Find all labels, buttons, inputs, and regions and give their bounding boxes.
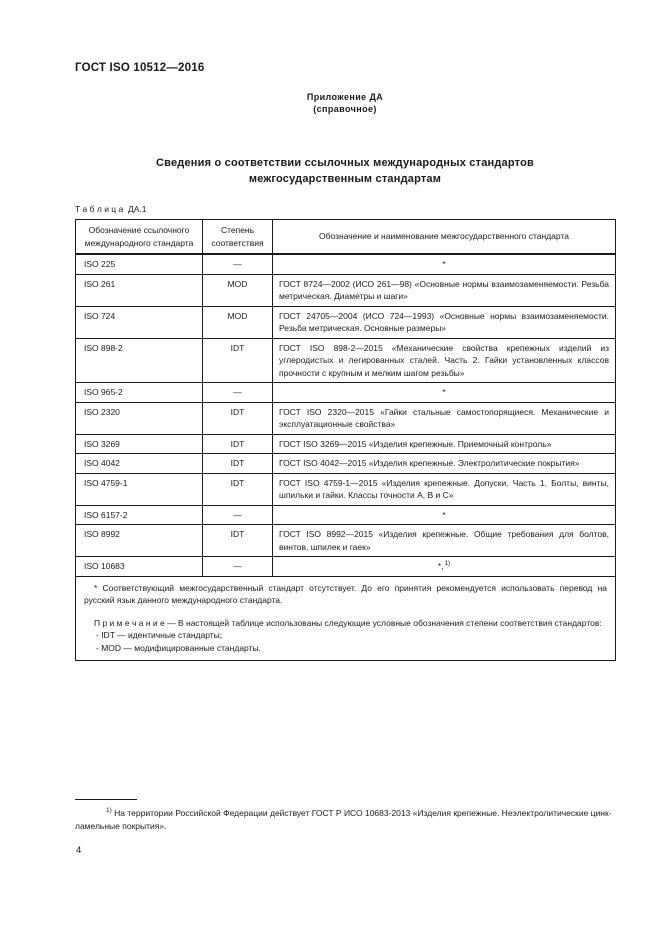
iso-standard-cell: ISO 965-2 bbox=[76, 383, 203, 403]
gost-standard-cell: ГОСТ ISO 2320—2015 «Гайки стальные самостопорящиеся. Механические и эксплуатационные свойства» bbox=[273, 402, 616, 434]
table-row bbox=[76, 557, 616, 577]
column-header-gost: Обозначение и наименование межгосударственного стандарта bbox=[273, 220, 616, 255]
asterisk-footnote: * Соответствующий межгосударственный стандарт отсутствует. До его принятия рекомендуется использовать перевод на русский язык данного международного стандарта. bbox=[84, 582, 607, 605]
footnote-marker: 1) bbox=[444, 560, 451, 568]
note-paragraph bbox=[84, 617, 607, 630]
degree-cell: MOD bbox=[203, 274, 273, 306]
iso-standard-cell: ISO 724 bbox=[76, 306, 203, 338]
table-footnote-row bbox=[76, 576, 616, 661]
iso-standard-cell: ISO 261 bbox=[76, 274, 203, 306]
footnote-reference bbox=[75, 807, 615, 833]
table-row bbox=[76, 274, 616, 306]
gost-standard-cell: ГОСТ ISO 4759-1—2015 «Изделия крепежные. Допуски. Часть 1. Болты, винты, шпильки и гайки. Классы точности А, В и С» bbox=[273, 473, 616, 505]
table-footnote-cell bbox=[76, 576, 616, 661]
degree-cell: IDT bbox=[203, 402, 273, 434]
column-header-degree: Степень соответствия bbox=[203, 220, 273, 255]
iso-standard-cell: ISO 4042 bbox=[76, 454, 203, 474]
gost-standard-cell: ГОСТ ISO 4042—2015 «Изделия крепежные. Электролитические покрытия» bbox=[273, 454, 616, 474]
degree-cell: IDT bbox=[203, 434, 273, 454]
iso-standard-cell: ISO 3269 bbox=[76, 434, 203, 454]
footnote-divider bbox=[75, 799, 137, 800]
table-row bbox=[76, 306, 616, 338]
table-row bbox=[76, 402, 616, 434]
section-title-line1: Сведения о соответствии ссылочных международных стандартов bbox=[156, 157, 534, 169]
note-label: П р и м е ч а н и е bbox=[94, 617, 165, 628]
column-header-iso: Обозначение ссылочного международного стандарта bbox=[76, 220, 203, 255]
annex-label: Приложение ДА bbox=[306, 92, 384, 102]
table-header bbox=[76, 220, 616, 255]
iso-standard-cell: ISO 8992 bbox=[76, 525, 203, 557]
gost-standard-cell: ГОСТ ISO 8992—2015 «Изделия крепежные. Общие требования для болтов, винтов, шпилек и гаек» bbox=[273, 525, 616, 557]
table-footnote bbox=[76, 576, 616, 661]
table-row bbox=[76, 473, 616, 505]
annex-type: (справочное) bbox=[313, 104, 377, 114]
table-row bbox=[76, 254, 616, 274]
gost-standard-cell: * bbox=[273, 383, 616, 403]
iso-standard-cell: ISO 6157-2 bbox=[76, 505, 203, 525]
gost-standard-cell: ГОСТ 24705—2004 (ИСО 724—1993) «Основные нормы взаимозаменяемости. Резьба метрическая. Основные размеры» bbox=[273, 306, 616, 338]
degree-cell: IDT bbox=[203, 454, 273, 474]
section-title-line2: межгосударственным стандартам bbox=[248, 173, 442, 185]
degree-cell: MOD bbox=[203, 306, 273, 338]
note-item-idt: - IDT — идентичные стандарты; bbox=[96, 630, 223, 640]
page-content bbox=[75, 0, 615, 661]
degree-cell: — bbox=[203, 383, 273, 403]
gost-standard-cell: * bbox=[273, 505, 616, 525]
table-row bbox=[76, 505, 616, 525]
table-header-row bbox=[76, 220, 616, 255]
table-caption: Т а б л и ц а ДА.1 bbox=[75, 204, 147, 214]
iso-standard-cell: ISO 4759-1 bbox=[76, 473, 203, 505]
page-number: 4 bbox=[76, 845, 82, 856]
table-row bbox=[76, 525, 616, 557]
degree-cell: IDT bbox=[203, 525, 273, 557]
iso-standard-cell: ISO 898-2 bbox=[76, 338, 203, 383]
iso-standard-cell: ISO 10683 bbox=[76, 557, 203, 577]
annex-heading bbox=[75, 91, 615, 115]
footnote-reference-text: На территории Российской Федерации действует ГОСТ Р ИСО 10683-2013 «Изделия крепежные. Неэлектролитические цинк-ламельные покрытия». bbox=[75, 808, 612, 831]
note-item-mod: - MOD — модифицированные стандарты. bbox=[96, 642, 261, 653]
footnote-marker: 1) bbox=[106, 807, 112, 815]
degree-cell: IDT bbox=[203, 473, 273, 505]
gost-standard-cell: ГОСТ ISO 898-2—2015 «Механические свойства крепежных изделий из углеродистых и легированных сталей. Часть 2. Гайки установленных классов прочности с крупным и мелким шагом резьбы» bbox=[273, 338, 616, 383]
degree-cell: IDT bbox=[203, 338, 273, 383]
page-footnote bbox=[75, 799, 615, 833]
section-title bbox=[75, 155, 615, 187]
gost-standard-cell: *,$^{1)}$ bbox=[273, 557, 616, 577]
gost-standard-cell: ГОСТ ISO 3269—2015 «Изделия крепежные. Приемочный контроль» bbox=[273, 434, 616, 454]
table-row bbox=[76, 383, 616, 403]
table-row bbox=[76, 338, 616, 383]
table-row bbox=[76, 454, 616, 474]
correspondence-table bbox=[75, 219, 616, 661]
table-row bbox=[76, 434, 616, 454]
degree-cell: — bbox=[203, 505, 273, 525]
gost-standard-cell: ГОСТ 8724—2002 (ИСО 261—98) «Основные нормы взаимозаменяемости. Резьба метрическая. Диаметры и шаги» bbox=[273, 274, 616, 306]
iso-standard-cell: ISO 2320 bbox=[76, 402, 203, 434]
document-number: ГОСТ ISO 10512—2016 bbox=[75, 62, 205, 74]
note-text: — В настоящей таблице использованы следующие условные обозначения степени соответствия стандартов: bbox=[164, 617, 602, 628]
gost-standard-cell: * bbox=[273, 254, 616, 274]
table-body bbox=[76, 254, 616, 576]
iso-standard-cell: ISO 225 bbox=[76, 254, 203, 274]
degree-cell: — bbox=[203, 557, 273, 577]
degree-cell: — bbox=[203, 254, 273, 274]
